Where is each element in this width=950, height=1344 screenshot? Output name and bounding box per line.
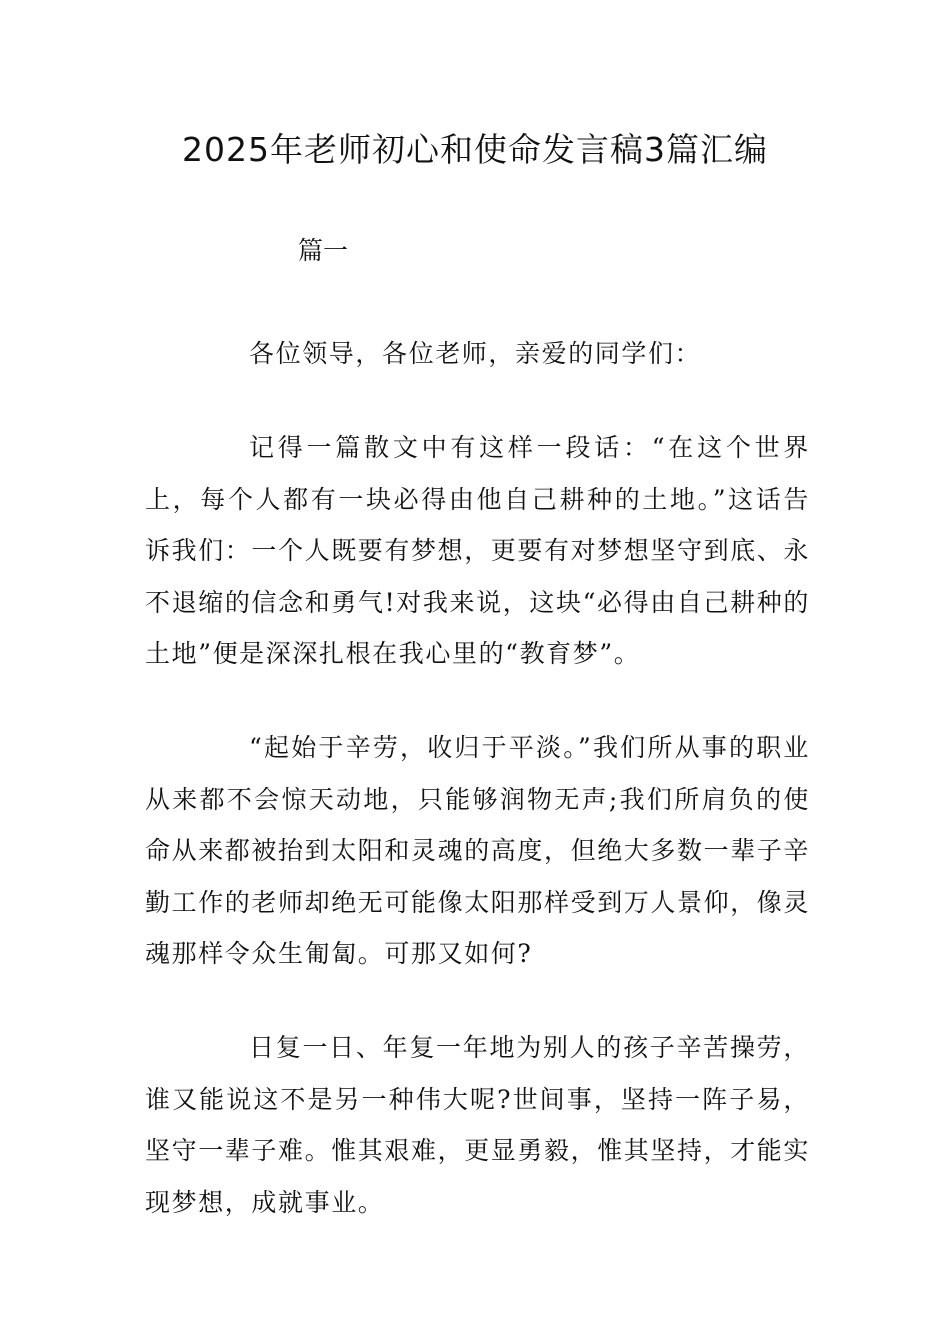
salutation: 各位领导，各位老师，亲爱的同学们： <box>249 339 702 368</box>
section-label: 篇一 <box>298 236 349 265</box>
document-title: 2025年老师初心和使命发言稿3篇汇编 <box>182 130 768 169</box>
paragraph-2: “起始于辛劳，收归于平淡。”我们所从事的职业从来都不会惊天动地，只能够润物无声;我们所肩负的使命从来都被抬到太阳和灵魂的高度，但绝大多数一辈子辛勤工作的老师却绝无可能像太阳那样受到万人景仰，像灵魂那样令众生匍匐。可那又如何? <box>145 733 811 968</box>
paragraph-3: 日复一日、年复一年地为别人的孩子辛苦操劳，谁又能说这不是另一种伟大呢?世间事，坚持一阵子易，坚守一辈子难。惟其艰难，更显勇毅，惟其坚持，才能实现梦想，成就事业。 <box>145 1033 811 1217</box>
paragraph-1: 记得一篇散文中有这样一段话：“在这个世界上，每个人都有一块必得由他自己耕种的土地。”这话告诉我们：一个人既要有梦想，更要有对梦想坚守到底、永不退缩的信念和勇气!对我来说，这块“必得由自己耕种的土地”便是深深扎根在我心里的“教育梦”。 <box>145 433 811 668</box>
